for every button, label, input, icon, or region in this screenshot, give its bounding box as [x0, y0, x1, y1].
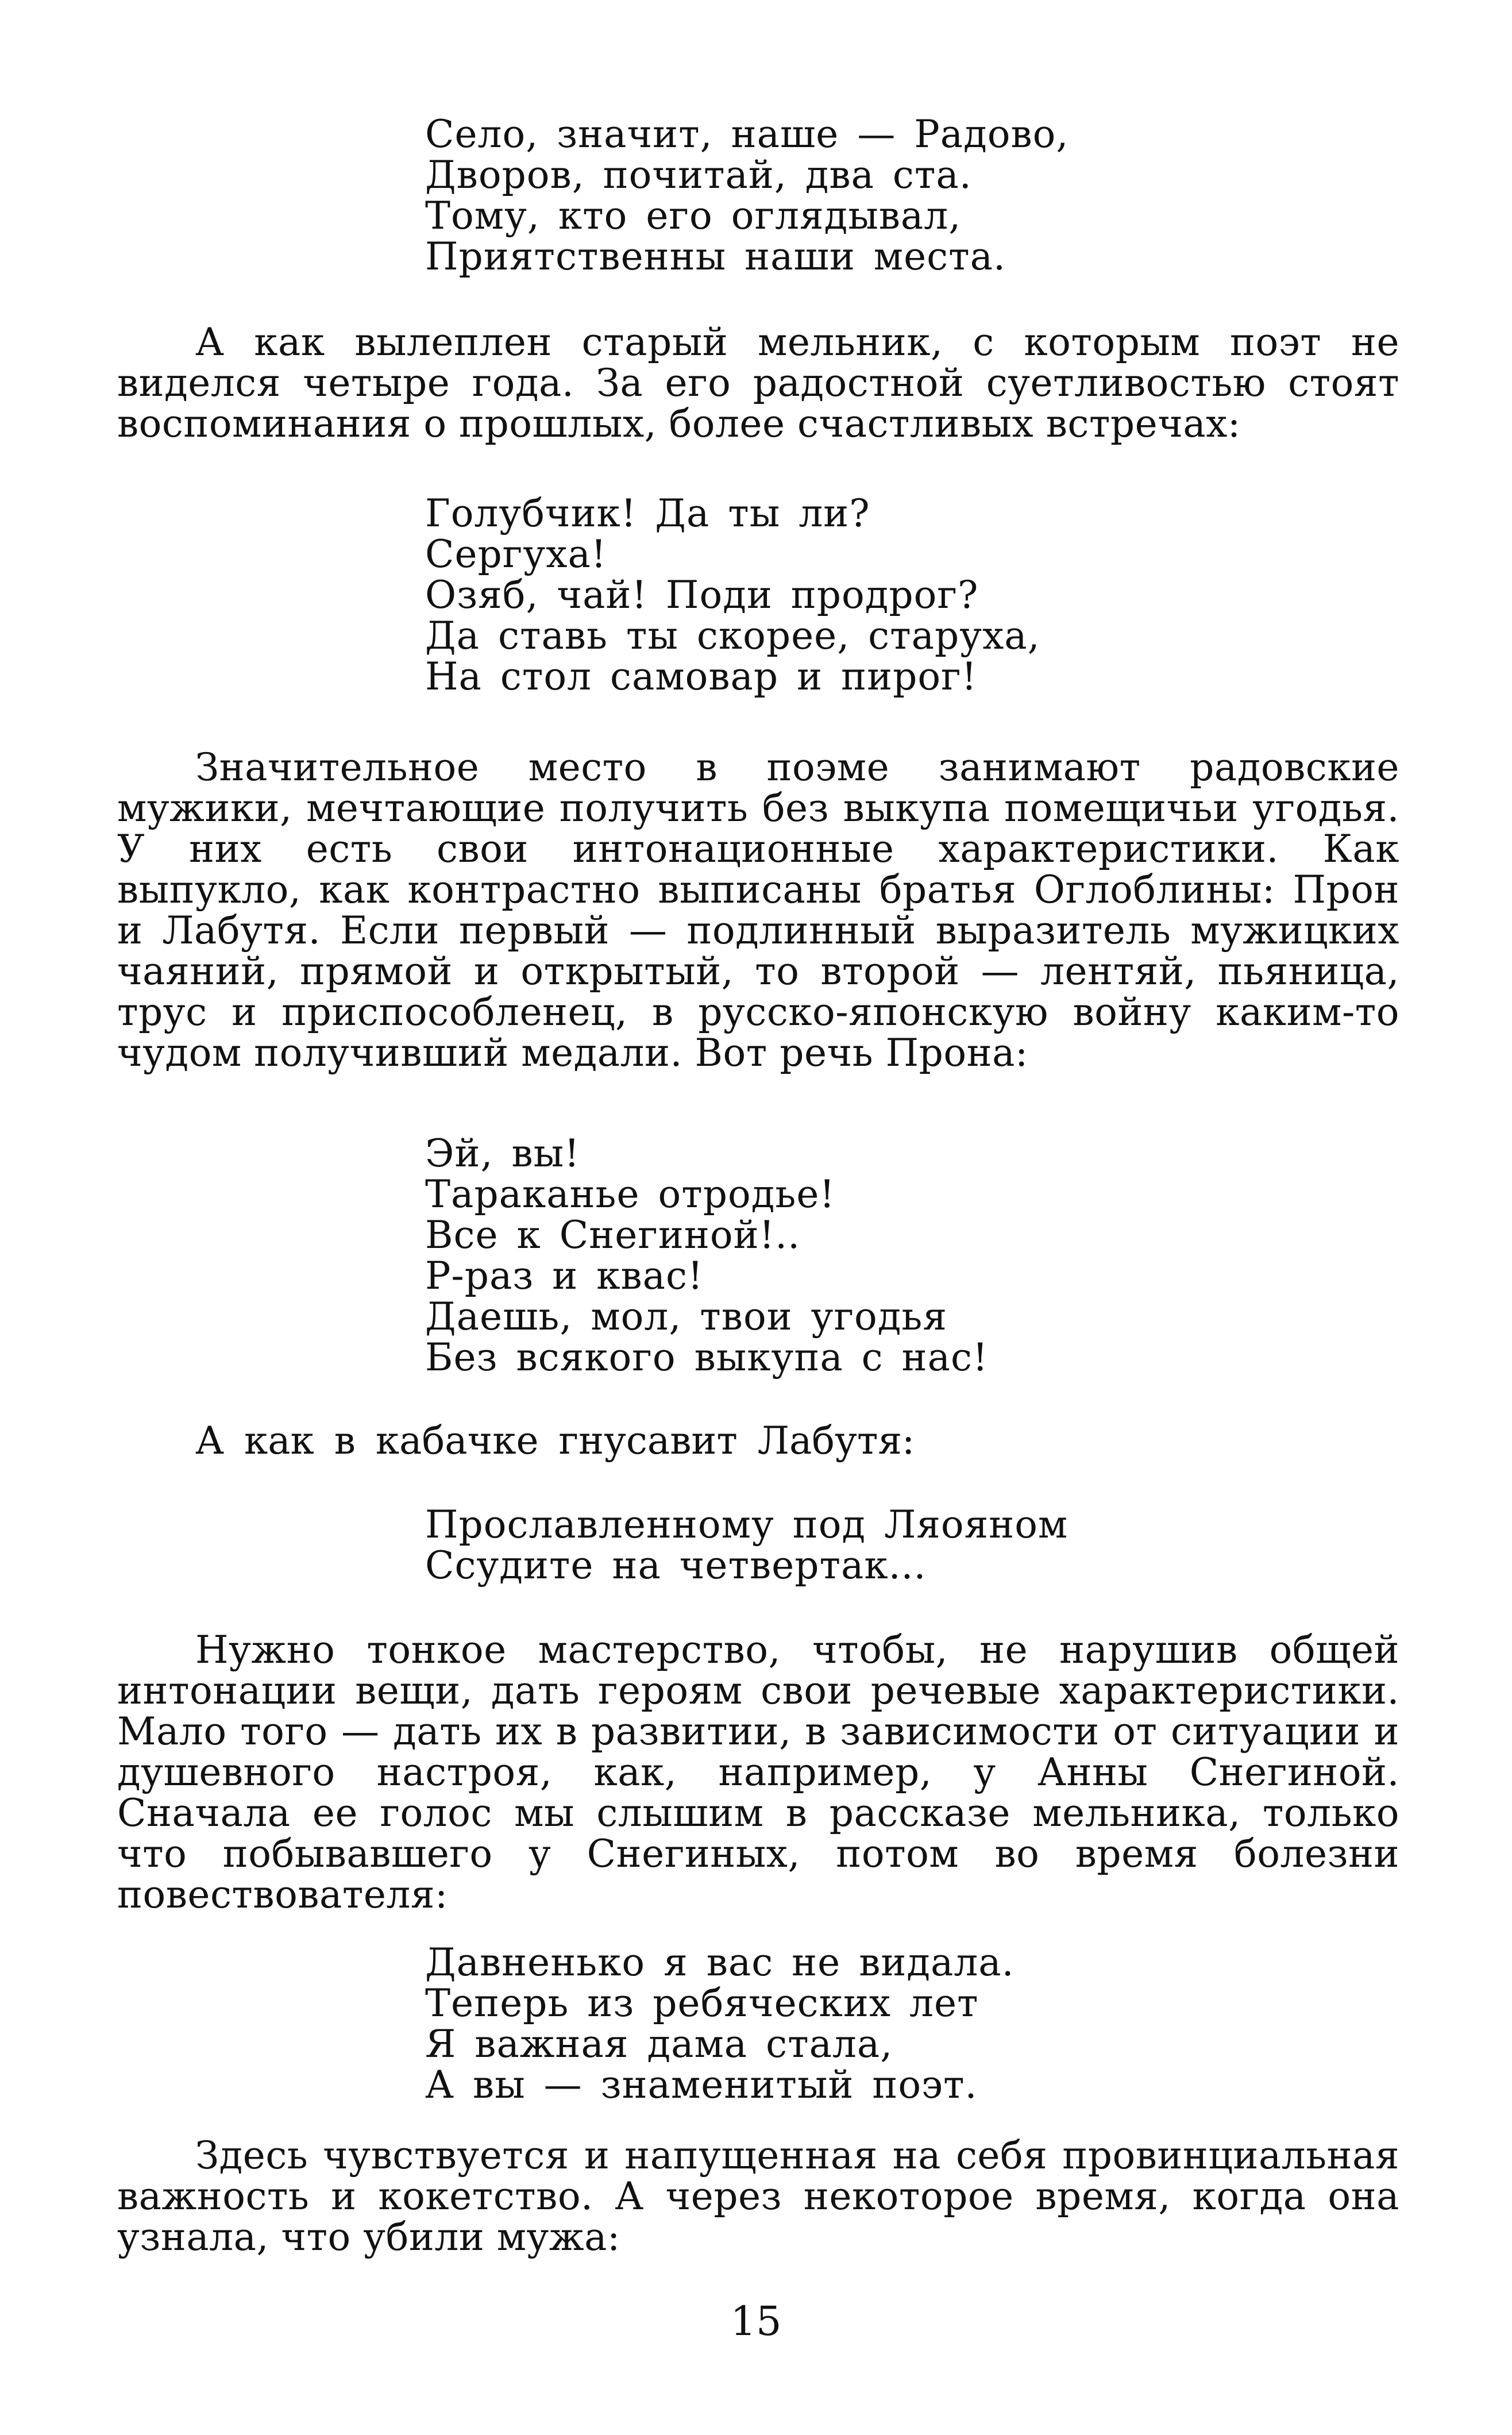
paragraph-mastery: Нужно тонкое мастерство, чтобы, не нарушив общей интонации вещи, дать героям свои речевые характеристики. Мало того — дать их в развитии, в зависимости от ситуации и душевного настроя, как, например, у Анны Снегиной. Сначала ее голос мы слышим в рассказе мельника, только что побывавшего у Снегиных, потом во время болезни повествователя: [117, 1628, 1399, 1917]
verse-line: Село, значит, наше — Радово, [425, 112, 1069, 156]
verse-pron [425, 1133, 988, 1378]
verse-line: На стол самовар и пирог! [425, 654, 978, 699]
verse-line: Дворов, почитай, два ста. [425, 153, 972, 197]
verse-line: Р-раз и квас! [425, 1254, 704, 1298]
paragraph-miller: А как вылеплен старый мельник, с которым поэт не виделся четыре года. За его радостной суетливостью стоят воспоминания о прошлых, более счастливых встречах: [117, 320, 1399, 446]
verse-line: Тому, кто его оглядывал, [425, 194, 962, 238]
verse-line: Озяб, чай! Поди продрог? [425, 573, 979, 617]
intro-labutya: А как в кабачке гнусавит Лабутя: [195, 1419, 915, 1463]
verse-line: Голубчик! Да ты ли? [425, 491, 870, 535]
verse-line: Прославленному под Ляояном [425, 1502, 1069, 1547]
verse-line: Сергуха! [425, 532, 607, 576]
verse-anna [425, 1942, 1015, 2105]
page-number: 15 [730, 2298, 782, 2345]
verse-line: Все к Снегиной!.. [425, 1213, 801, 1257]
verse-line: Тараканье отродье! [425, 1172, 835, 1216]
paragraph-muzhiki: Значительное место в поэме занимают радовские мужики, мечтающие получить без выкупа помещичьи угодья. У них есть свои интонационные характеристики. Как выпукло, как контрастно выписаны братья Оглоблины: Прон и Лабутя. Если первый — подлинный выразитель мужицких чаяний, прямой и открытый, то второй — лентяй, пьяница, трус и приспособленец, в русско-японскую войну каким-то чудом получивший медали. Вот речь Прона: [117, 745, 1399, 1075]
verse-radovo [425, 114, 1069, 277]
verse-line: А вы — знаменитый поэт. [425, 2063, 978, 2107]
verse-line: Да ставь ты скорее, старуха, [425, 614, 1040, 658]
verse-line: Я важная дама стала, [425, 2022, 893, 2066]
verse-line: Эй, вы! [425, 1131, 580, 1176]
verse-line: Даешь, мол, твои угодья [425, 1294, 948, 1339]
verse-line: Ссудите на четвертак... [425, 1543, 927, 1588]
verse-golubchik [425, 493, 1040, 697]
verse-line: Теперь из ребяческих лет [425, 1981, 979, 2025]
verse-line: Приятственны наши места. [425, 234, 1006, 279]
paragraph-coquetry: Здесь чувствуется и напущенная на себя провинциальная важность и кокетство. А через некоторое время, когда она узнала, что убили мужа: [117, 2133, 1399, 2259]
verse-line: Без всякого выкупа с нас! [425, 1335, 989, 1380]
verse-line: Давненько я вас не видала. [425, 1940, 1015, 1985]
verse-labutya [425, 1504, 1068, 1586]
